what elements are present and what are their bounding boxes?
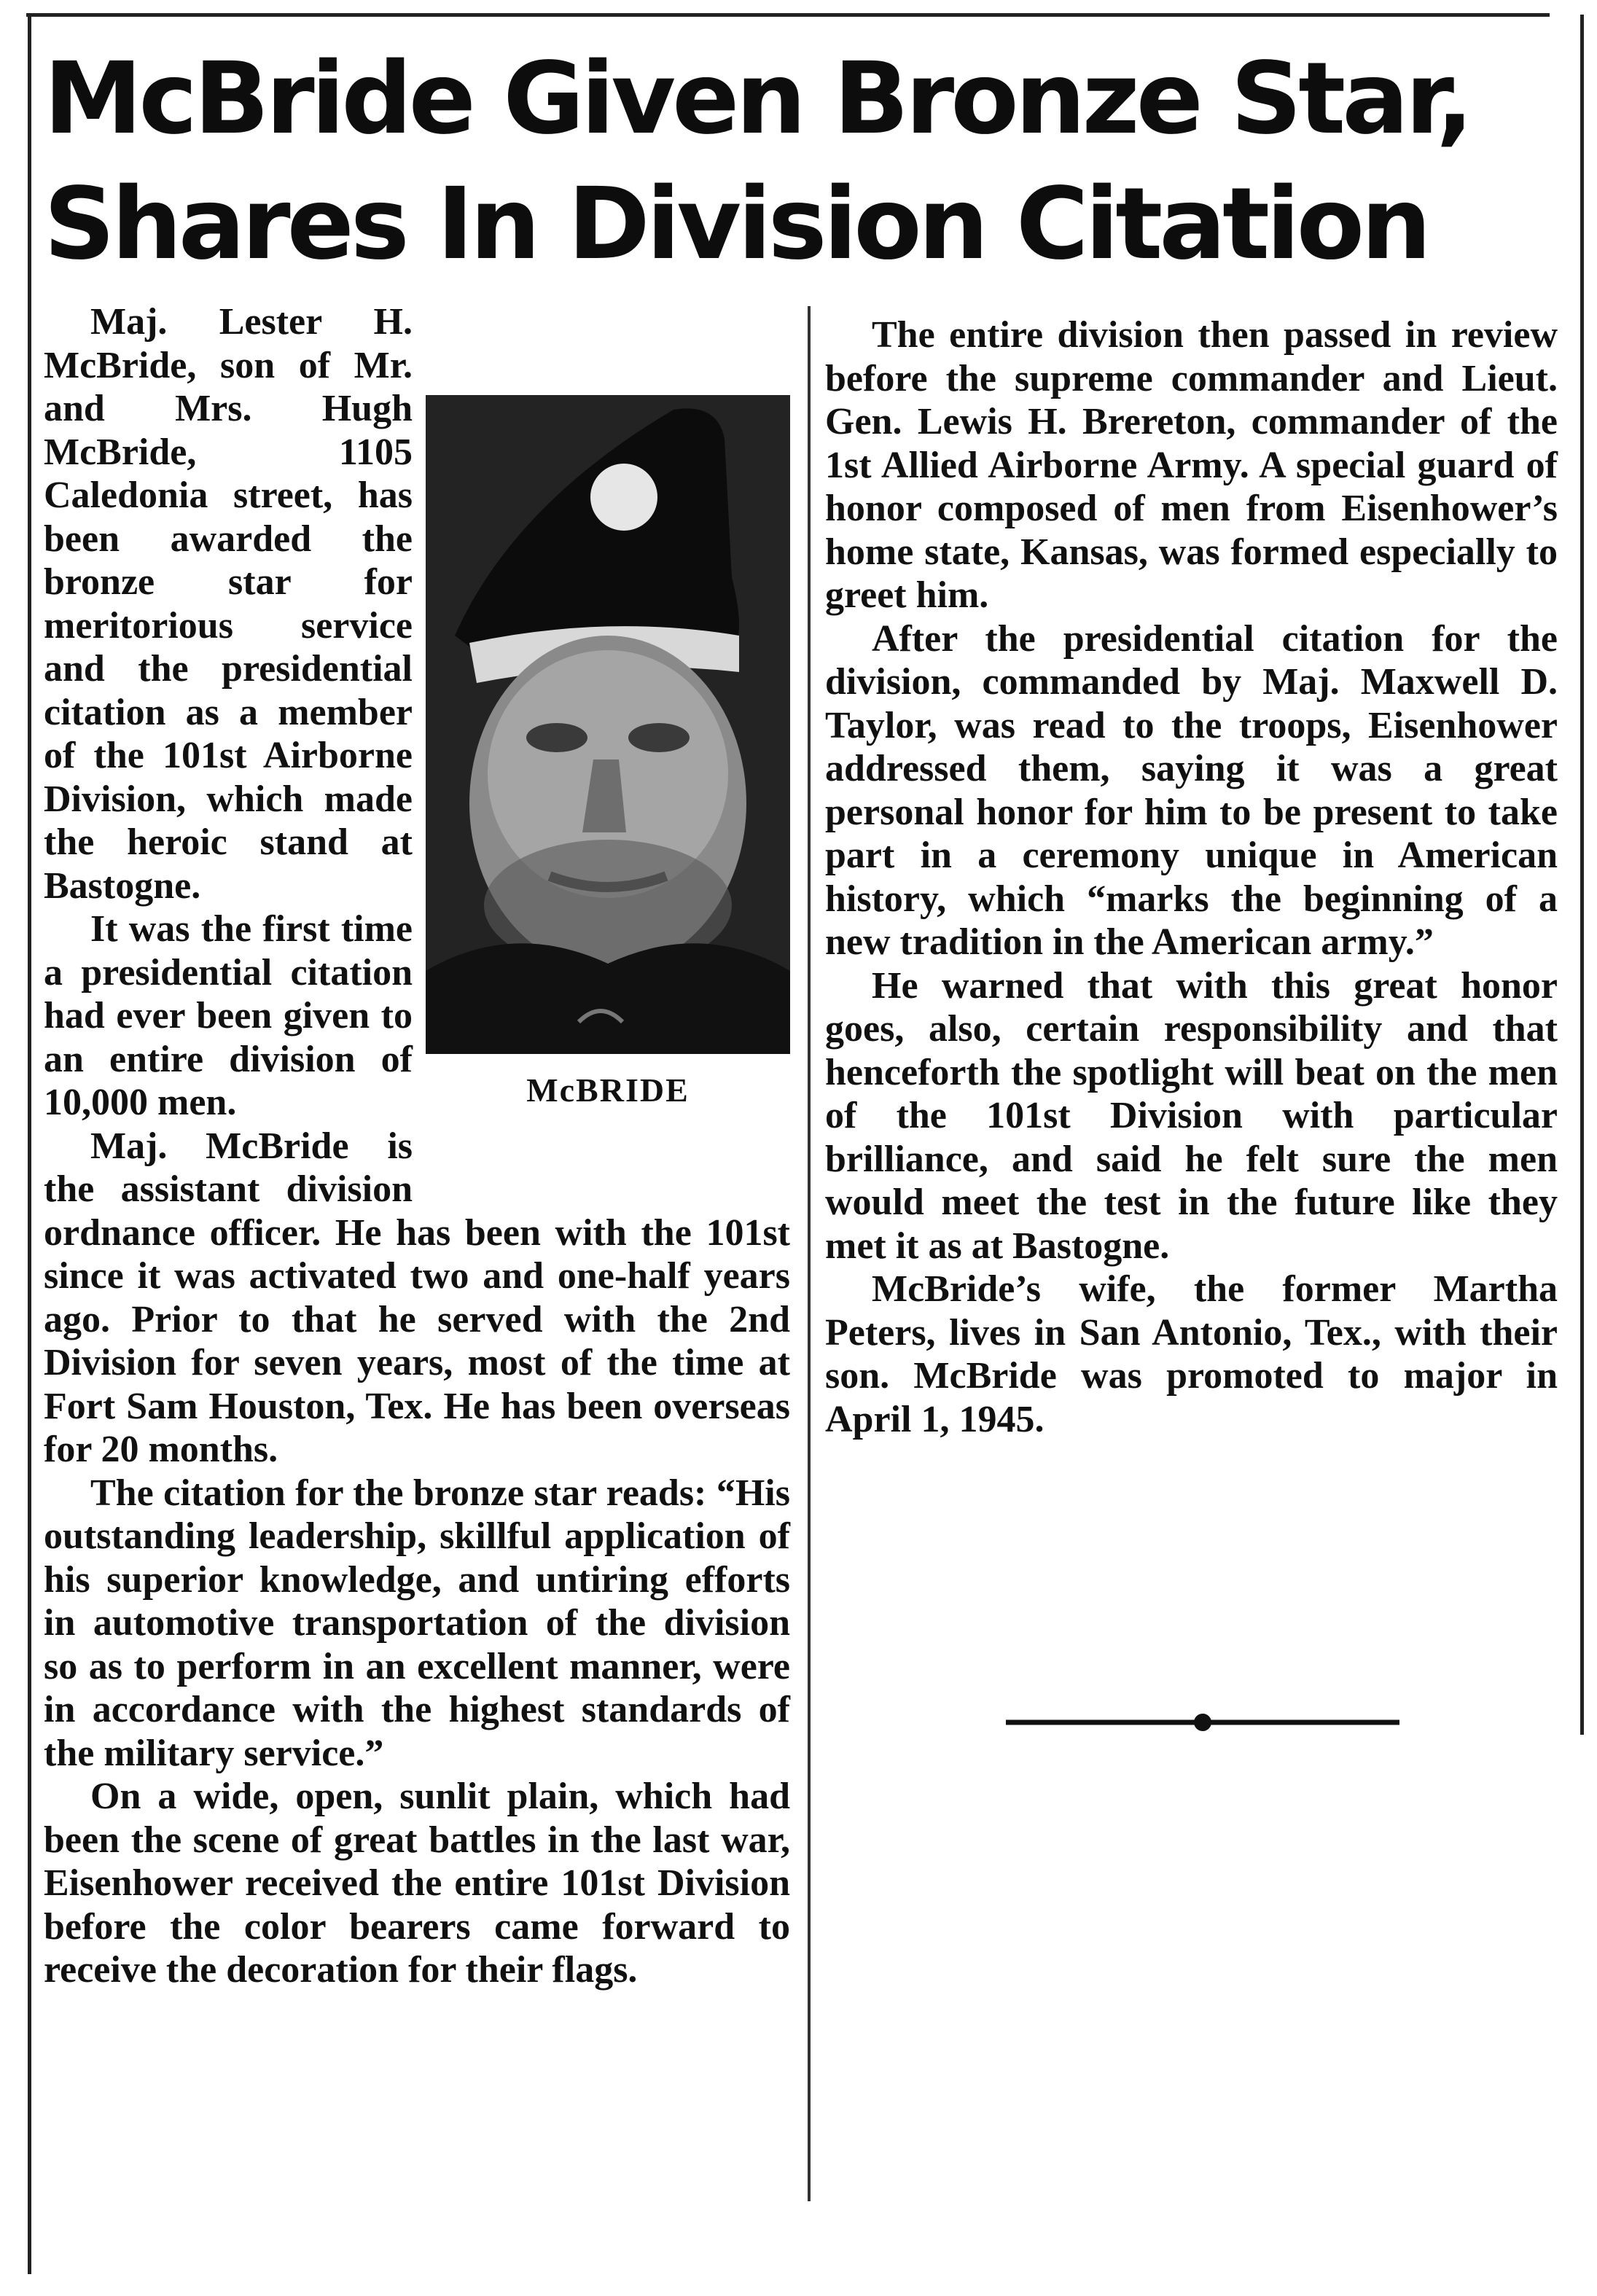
right-border-rule xyxy=(1580,15,1584,1735)
left-paragraph-1: Maj. Lester H. McBride, son of Mr. and Mrs. Hugh McBride, 1105 Caledonia street, has been awarded the bronze star for meritorious service and the presidential citation as a member of the 101st Airborne Division, which made the heroic stand at Bastogne. xyxy=(44,301,413,907)
column-divider-rule xyxy=(808,306,811,2201)
portrait-block xyxy=(426,395,790,1182)
left-column xyxy=(44,300,790,1992)
headline-line-1: McBride Given Bronze Star, xyxy=(44,42,1470,157)
top-border-rule xyxy=(26,13,1550,17)
left-paragraph-2: It was the first time a presidential citation had ever been given to an entire division of 10,000 men. xyxy=(44,908,413,1123)
right-paragraph-4: McBride’s wife, the former Martha Peters, lives in San Antonio, Tex., with their son. McBride was promoted to major in April 1, 1945. xyxy=(825,1268,1558,1440)
end-ornament-rule xyxy=(999,1711,1407,1733)
right-paragraph-1: The entire division then passed in review before the supreme commander and Lieut. Gen. Lewis H. Brereton, commander of the 1st Allied Airborne Army. A special guard of honor composed of men from Eisenhower’s home state, Kansas, was formed especially to greet him. xyxy=(825,314,1558,616)
right-column xyxy=(825,313,1558,1441)
portrait-photo xyxy=(426,395,790,1054)
right-paragraph-3: He warned that with this great honor goes, also, certain responsibility and that henceforth the spotlight will beat on the men of the 101st Division with particular brilliance, and said he felt sure the men would meet the test in the future like they met it as at Bastogne. xyxy=(825,964,1558,1267)
left-border-rule xyxy=(28,15,31,2274)
photo-caption: McBRIDE xyxy=(526,1071,690,1109)
soldier-portrait-image xyxy=(426,395,790,1054)
right-paragraph-2: After the presidential citation for the division, commanded by Maj. Maxwell D. Taylor, was read to the troops, Eisenhower addressed them, saying it was a great personal honor for him to be present to take part in a ceremony unique in American history, which “marks the beginning of a new tradition in the American army.” xyxy=(825,617,1558,963)
headline-line-2: Shares In Division Citation xyxy=(44,167,1428,282)
left-paragraph-4: The citation for the bronze star reads: “His outstanding leadership, skillful application of his superior knowledge, and untiring efforts in automotive transportation of the division so as to perform in an excellent manner, were in accordance with the highest standards of the military service.” xyxy=(44,1472,790,1774)
left-paragraph-5: On a wide, open, sunlit plain, which had been the scene of great battles in the last war, Eisenhower received the entire 101st Division before the color bearers came forward to receive the decoration for their flags. xyxy=(44,1776,790,1991)
left-paragraph-3: Maj. McBride is the assistant division ordnance officer. He has been with the 101st since it was activated two and one-half years ago. Prior to that he served with the 2nd Division for seven years, most of the time at Fort Sam Houston, Tex. He has been overseas for 20 months. xyxy=(44,1125,790,1470)
article-headline xyxy=(44,36,1545,287)
